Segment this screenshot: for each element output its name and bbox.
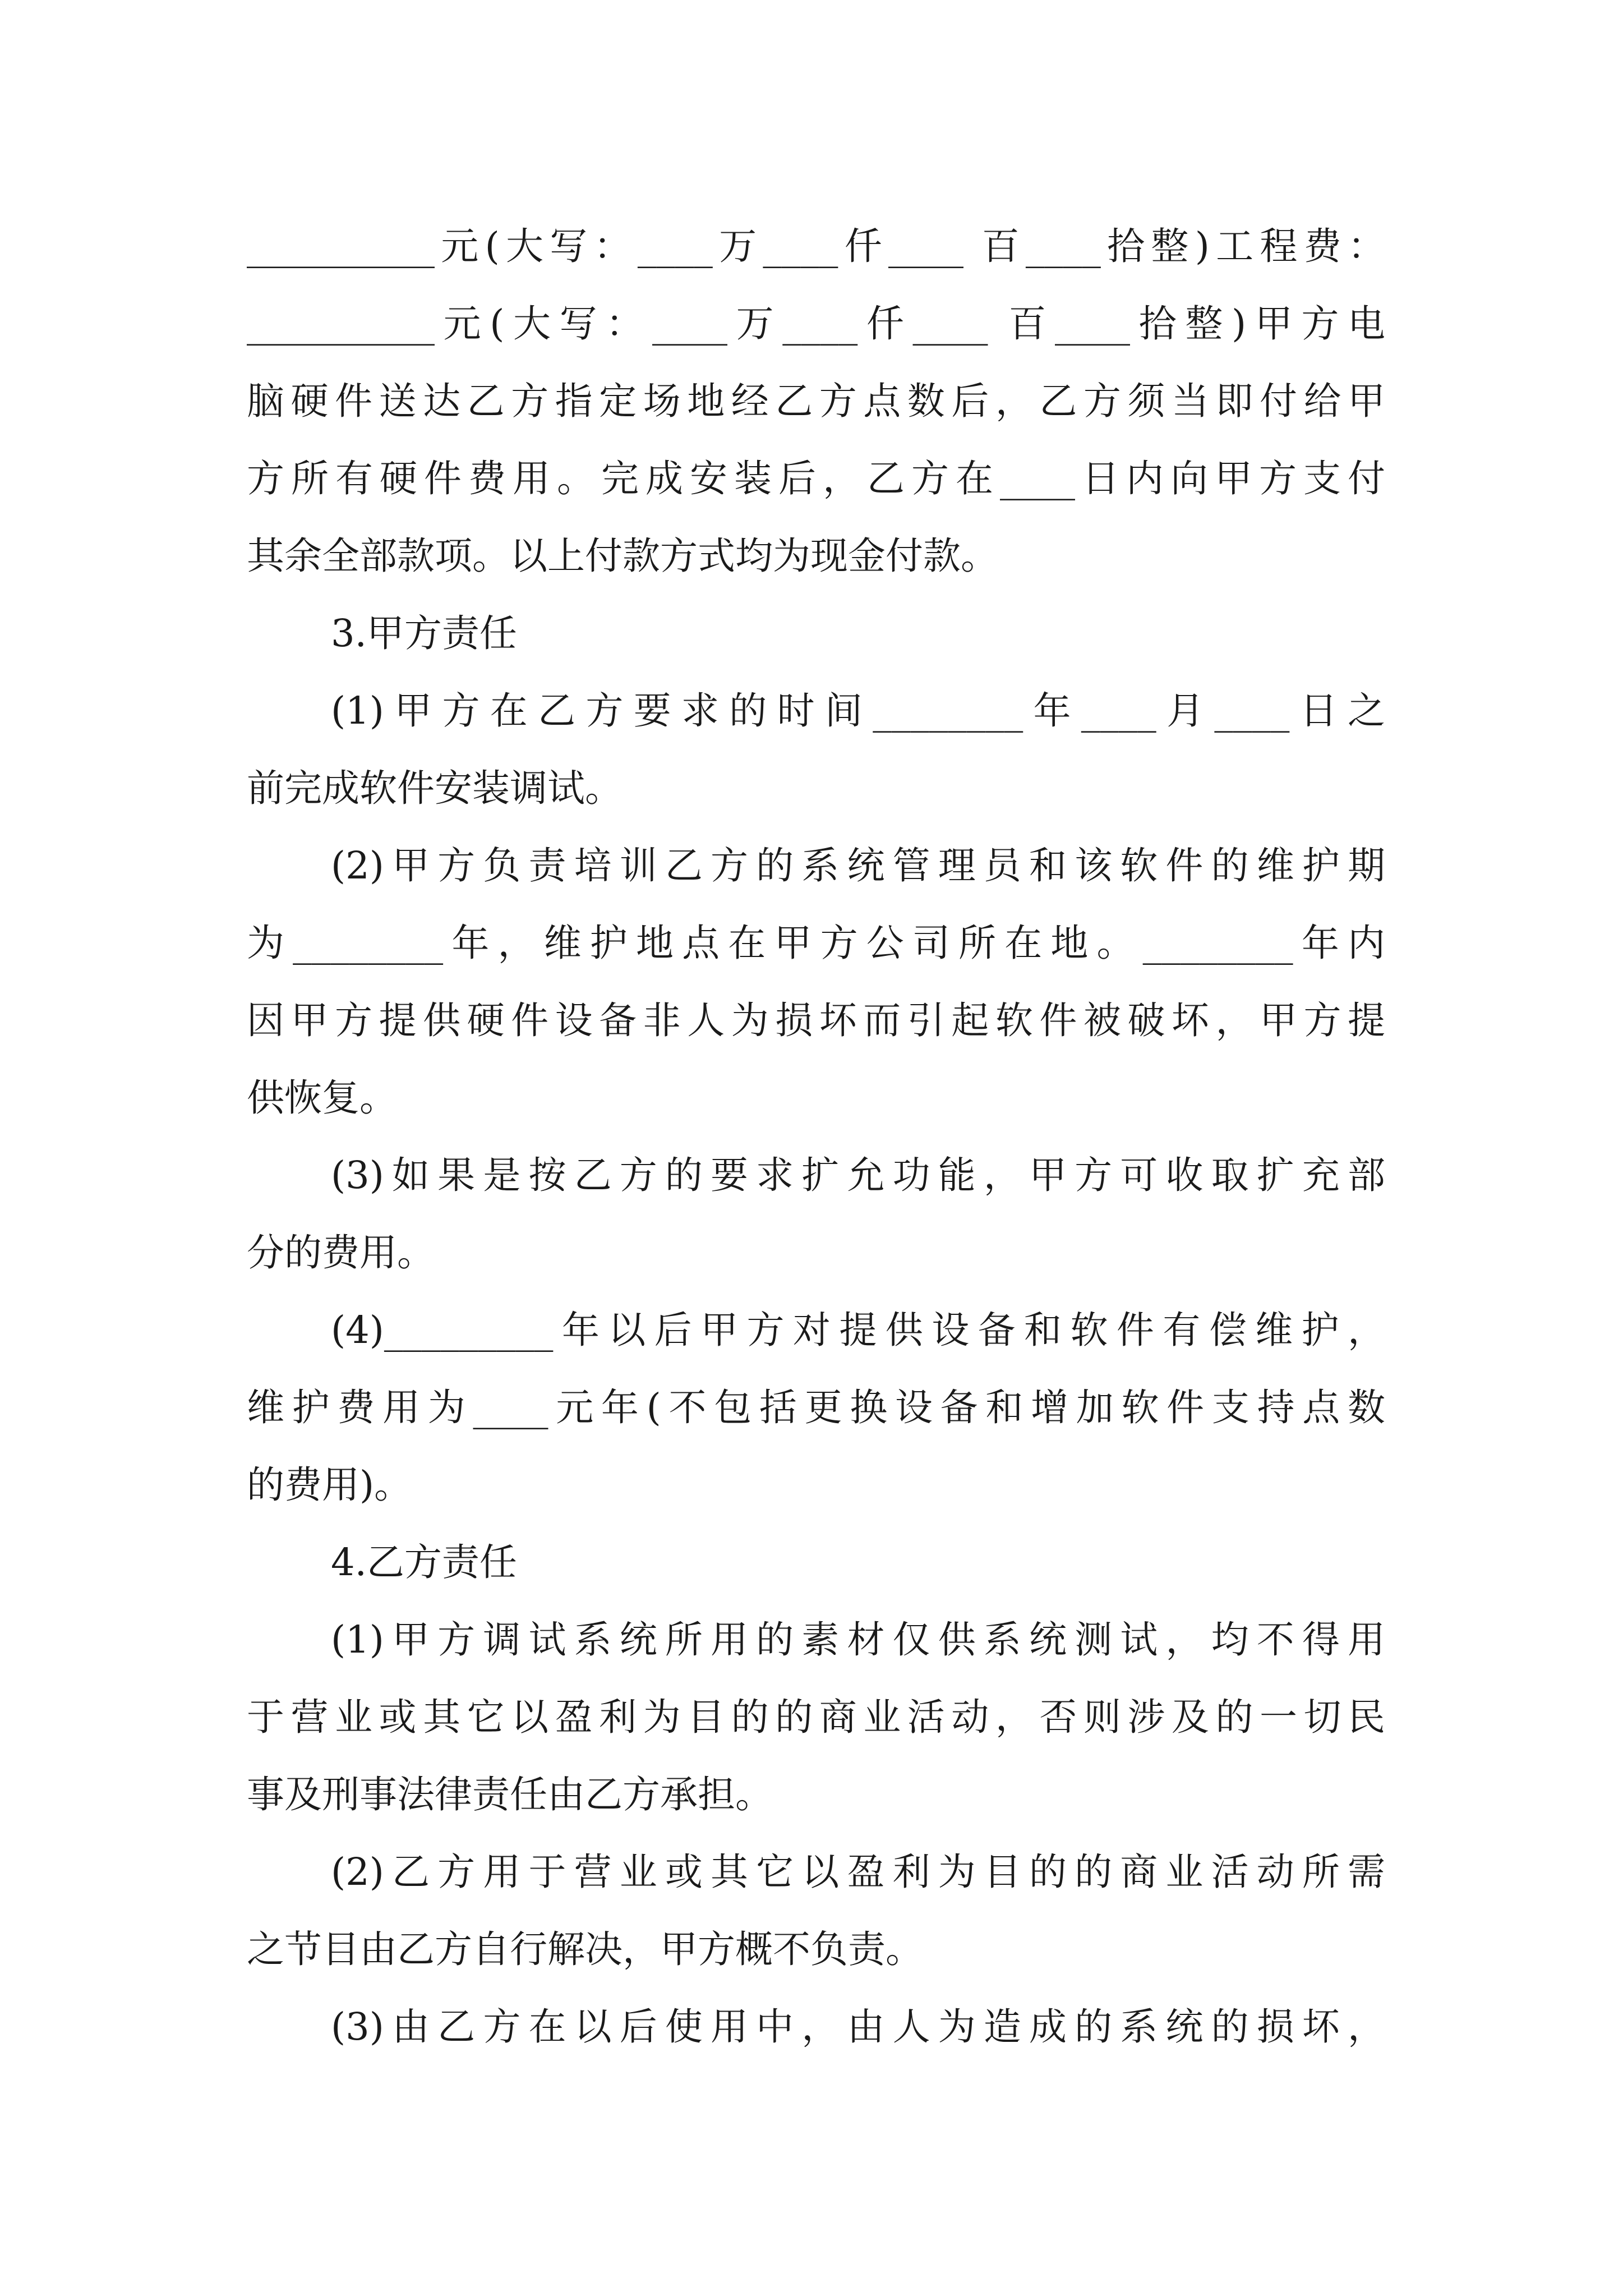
- text-line: 供恢复。: [247, 1076, 397, 1120]
- text-line: (2)甲方负责培训乙方的系统管理员和该软件的维护期: [331, 844, 1385, 887]
- document-body: [247, 208, 1385, 2065]
- text-line: 事及刑事法律责任由乙方承担。: [247, 1773, 773, 1816]
- text-line: 分的费用。: [247, 1231, 435, 1274]
- text-line: 维护费用为____元年(不包括更换设备和增加软件支持点数: [247, 1386, 1385, 1429]
- text-line: 的费用)。: [247, 1463, 412, 1507]
- text-line: 方所有硬件费用。完成安装后，乙方在____日内向甲方支付: [247, 457, 1385, 500]
- section-heading: 4.乙方责任: [331, 1540, 517, 1584]
- text-line: __________元(大写：____万____仟____ 百____拾整)甲方电: [247, 302, 1385, 346]
- text-line: 因甲方提供硬件设备非人为损坏而引起软件被破坏，甲方提: [247, 999, 1385, 1042]
- text-line: (4)_________年以后甲方对提供设备和软件有偿维护，: [331, 1308, 1385, 1352]
- text-line: 之节目由乙方自行解决，甲方概不负责。: [247, 1927, 923, 1971]
- section-heading: 3.甲方责任: [331, 611, 517, 655]
- text-line: (3)如果是按乙方的要求扩允功能，甲方可收取扩充部: [331, 1153, 1385, 1197]
- text-line: __________元(大写：____万____仟____ 百____拾整)工程费：: [247, 224, 1385, 268]
- text-line: (1)甲方调试系统所用的素材仅供系统测试，均不得用: [331, 1618, 1385, 1662]
- text-line: 脑硬件送达乙方指定场地经乙方点数后，乙方须当即付给甲: [247, 379, 1385, 423]
- text-line: (1)甲方在乙方要求的时间________年____月____日之: [331, 689, 1385, 733]
- text-line: 前完成软件安装调试。: [247, 766, 623, 810]
- text-line: 于营业或其它以盈利为目的的商业活动，否则涉及的一切民: [247, 1695, 1385, 1739]
- text-line: (3)由乙方在以后使用中，由人为造成的系统的损坏，: [331, 2005, 1385, 2049]
- text-line: 其余全部款项。以上付款方式均为现金付款。: [247, 534, 998, 578]
- text-line: (2)乙方用于营业或其它以盈利为目的的商业活动所需: [331, 1850, 1385, 1894]
- text-line: 为________年，维护地点在甲方公司所在地。________年内: [247, 921, 1385, 965]
